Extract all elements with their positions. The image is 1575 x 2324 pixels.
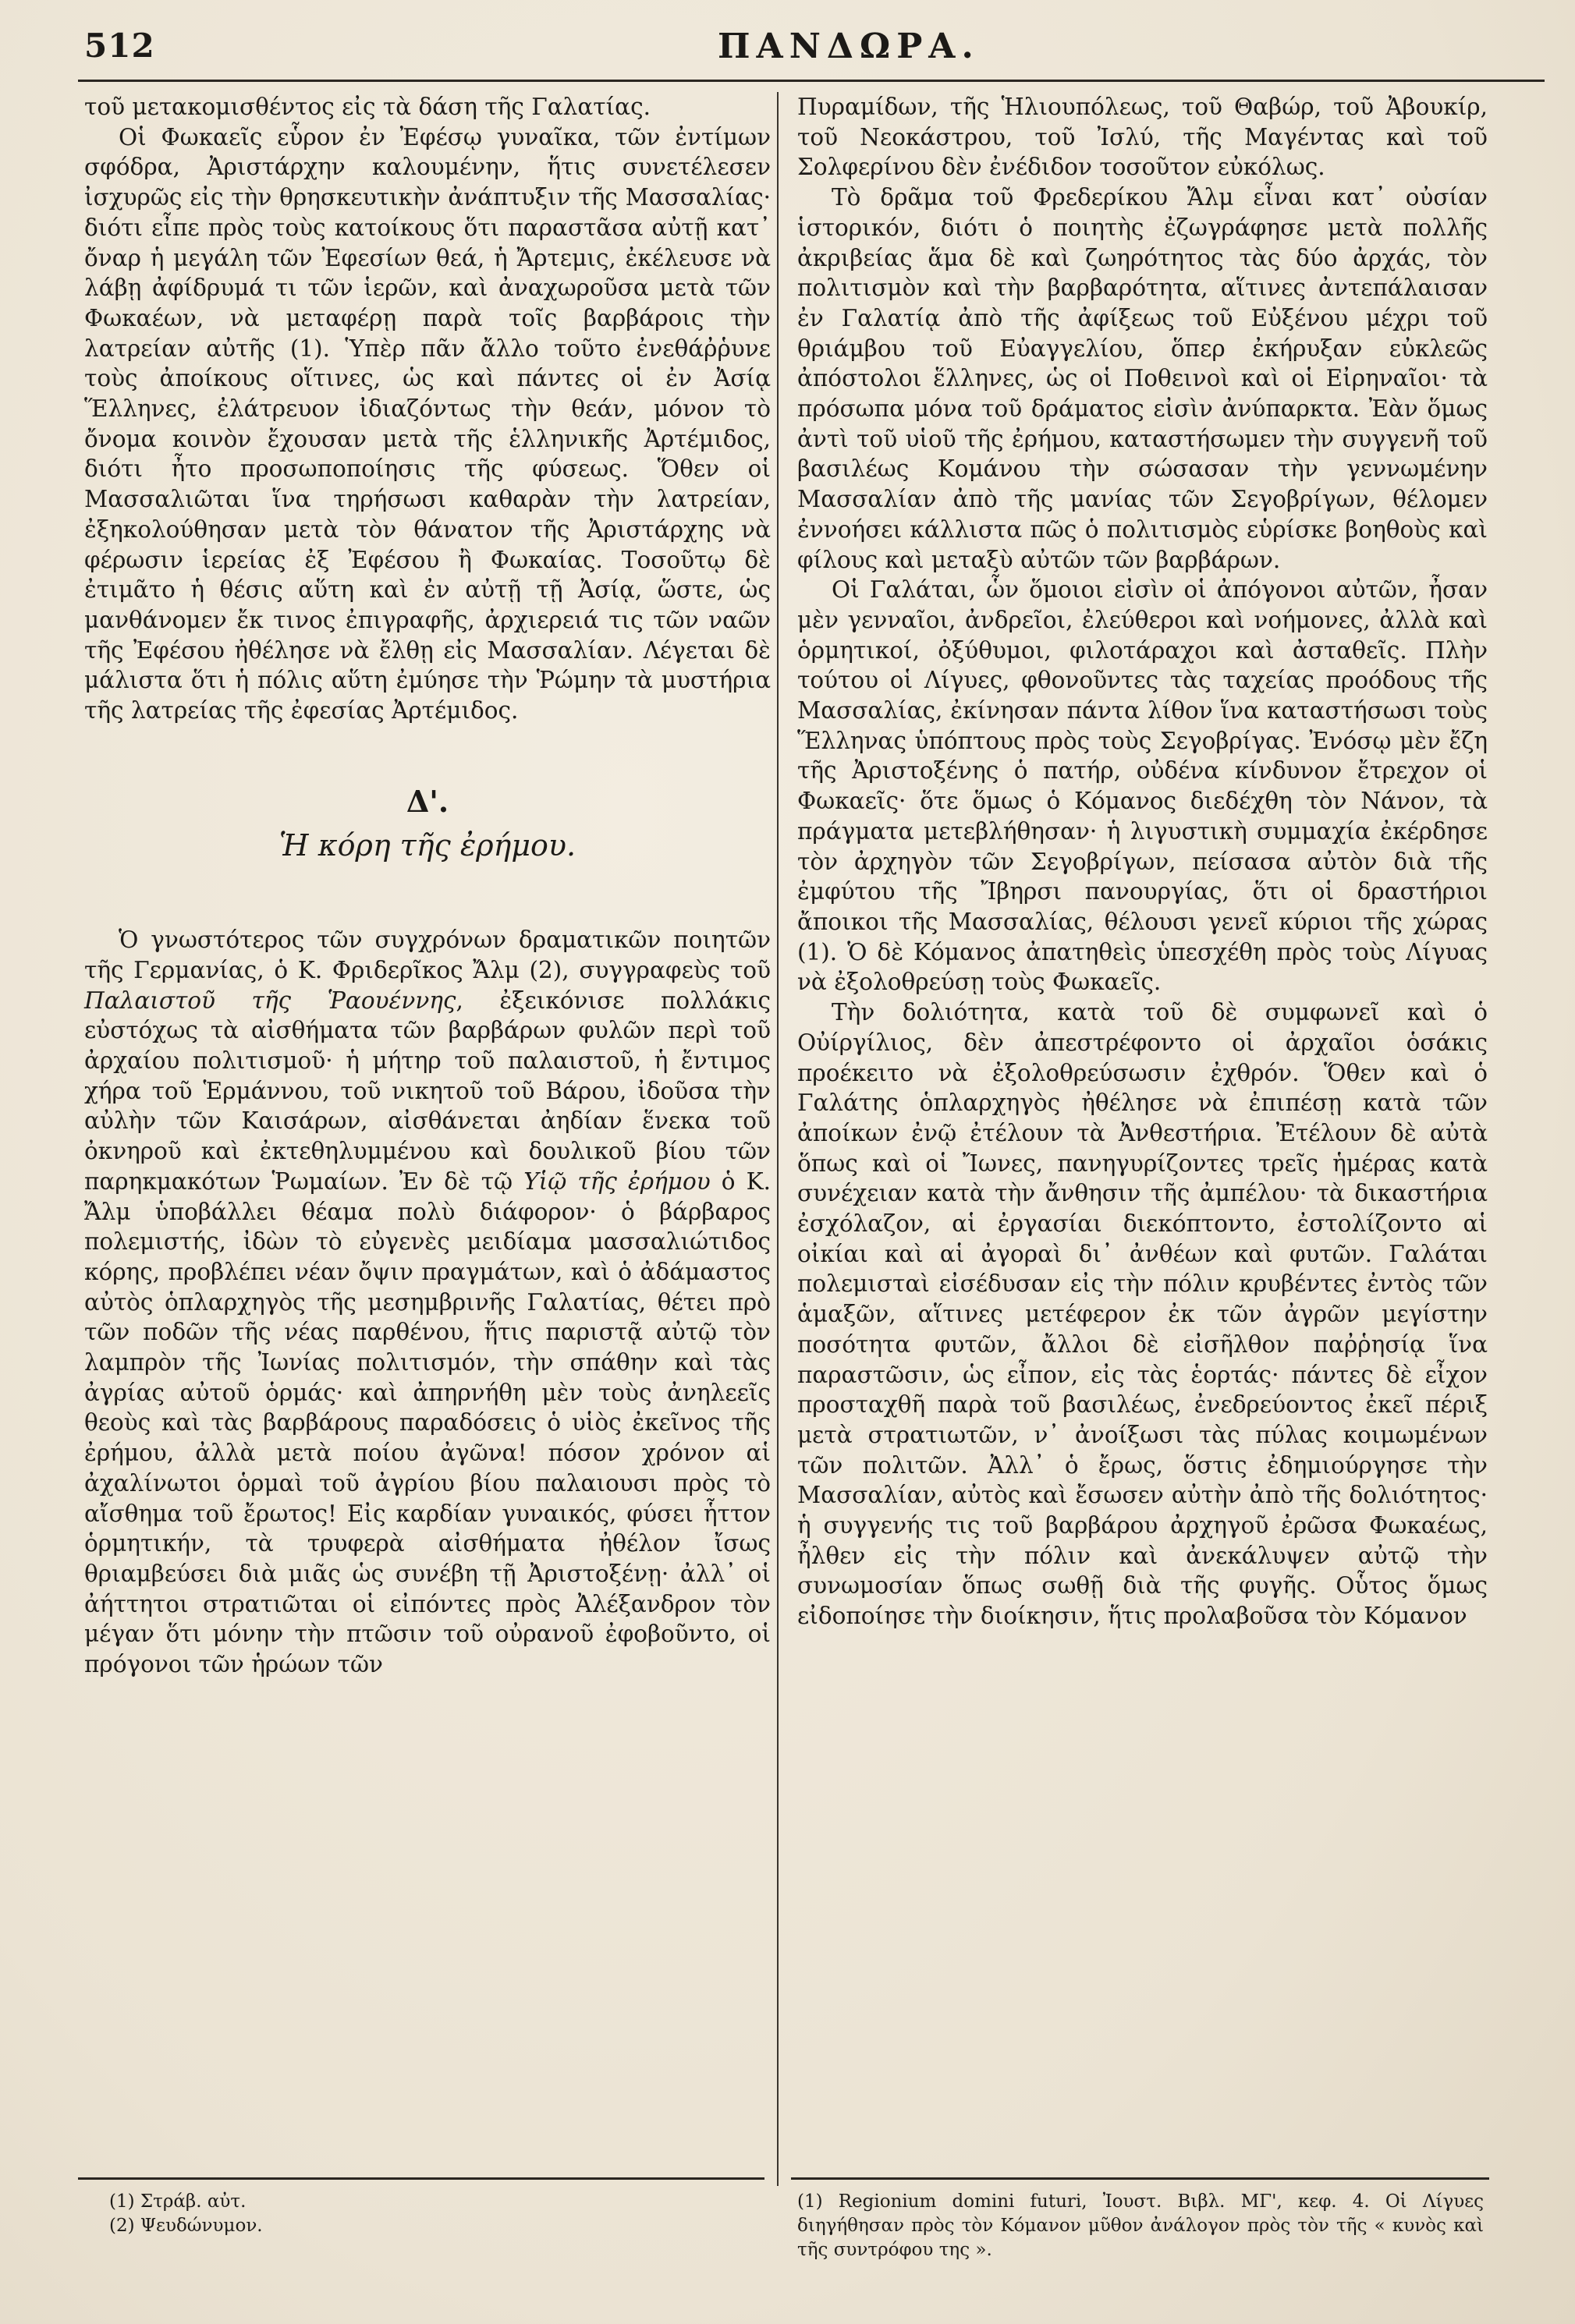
text-run: ὁ Κ. Ἄλμ ὑποβάλλει θέαμα πολὺ διάφορον· ὁ βάρβαρος πολεμιστής, ἰδὼν τὸ εὐγενὲς μειδίαμα μασσαλιώτιδος κόρης, προβλέπει νέαν ὄψιν πραγμάτων, καὶ ὁ ἀδάμαστος αὐτὸς ὁπλαρχηγὸς τῆς μεσημβρινῆς Γαλατίας, θέτει πρὸ τῶν ποδῶν τῆς νέας παρθένου, ἥτις παριστᾷ αὐτῷ τὸν λαμπρὸν τῆς Ἰωνίας πολιτισμόν, τὴν σπάθην καὶ τὰς ἀγρίας αὐτοῦ ὁρμάς· καὶ ἀπηρνήθη μὲν τοὺς ἀνηλεεῖς θεοὺς καὶ τὰς βαρβάρους παραδόσεις ὁ υἱὸς ἐκεῖνος τῆς ἐρήμου, ἀλλὰ μετὰ ποίου ἀγῶνα! πόσον χρόνον αἱ ἀχαλίνωτοι ὁρμαὶ τοῦ ἀγρίου βίου παλαιουσι πρὸς τὸ αἴσθημα τοῦ ἔρωτος! Εἰς καρδίαν γυναικός, φύσει ἧττον ὁρμητικήν, τὰ τρυφερὰ αἰσθήματα ἠθέλον ἴσως θριαμβεύσει διὰ μιᾶς ὡς συνέβη τῇ Ἀριστοξένῃ· ἀλλ᾽ οἱ ἀήττητοι στρατιῶται οἱ εἰπόντες πρὸς Ἀλέξανδρον τὸν μέγαν ὅτι μόνην τὴν πτῶσιν τοῦ οὐρανοῦ ἐφοβοῦντο, οἱ πρόγονοι τῶν ἡρώων τῶν [84, 1167, 771, 1678]
section-letter: Δ'. [406, 783, 449, 819]
left-column [84, 92, 771, 1680]
paragraph: Οἱ Φωκαεῖς εὗρον ἐν Ἐφέσῳ γυναῖκα, τῶν ἐντίμων σφόδρα, Ἀριστάρχην καλουμένην, ἥτις συνετέλεσεν ἰσχυρῶς εἰς τὴν θρησκευτικὴν ἀνάπτυξιν τῆς Μασσαλίας· διότι εἶπε πρὸς τοὺς κατοίκους ὅτι παραστᾶσα αὐτῇ κατ᾽ ὄναρ ἡ μεγάλη τῶν Ἐφεσίων θεά, ἡ Ἄρτεμις, ἐκέλευσε νὰ λάβῃ ἀφίδρυμά τι τῶν ἱερῶν, καὶ ἀναχωροῦσα μετὰ τῶν Φωκαέων, νὰ μεταφέρῃ παρὰ τοῖς βαρβάροις τὴν λατρείαν αὐτῆς (1). Ὑπὲρ πᾶν ἄλλο τοῦτο ἐνεθάῤῥυνε τοὺς ἀποίκους οἵτινες, ὡς καὶ πάντες οἱ ἐν Ἀσίᾳ Ἕλληνες, ἐλάτρευον ἰδιαζόντως τὴν θεάν, μόνον τὸ ὄνομα κοινὸν ἔχουσαν μετὰ τῆς ἑλληνικῆς Ἀρτέμιδος, διότι ἦτο προσωποποίησις τῆς φύσεως. Ὅθεν οἱ Μασσαλιῶται ἵνα τηρήσωσι καθαρὰν τὴν λατρείαν, ἐξηκολούθησαν μετὰ τὸν θάνατον τῆς Ἀριστάρχης νὰ φέρωσιν ἱερείας ἐξ Ἐφέσου ἢ Φωκαίας. Τοσοῦτῳ δὲ ἐτιμᾶτο ἡ θέσις αὕτη καὶ ἐν αὐτῇ τῇ Ἀσίᾳ, ὥστε, ὡς μανθάνομεν ἔκ τινος ἐπιγραφῆς, ἀρχιερειά τις τῶν ναῶν τῆς Ἐφέσου ἠθέλησε νὰ ἔλθῃ εἰς Μασσαλίαν. Λέγεται δὲ μάλιστα ὅτι ἡ πόλις αὕτη ἐμύησε τὴν Ῥώμην τὰ μυστήρια τῆς λατρείας τῆς ἐφεσίας Ἀρτέμιδος. [84, 123, 771, 724]
footnote-rule [78, 2177, 764, 2180]
footnotes-left [109, 2190, 749, 2238]
paragraph: Οἱ Γαλάται, ὧν ὅμοιοι εἰσὶν οἱ ἀπόγονοι αὐτῶν, ἦσαν μὲν γενναῖοι, ἀνδρεῖοι, ἐλεύθεροι καὶ νοήμονες, ἀλλὰ καὶ ὁρμητικοί, ὀξύθυμοι, φιλοτάραχοι καὶ ἀσταθεῖς. Πλὴν τούτου οἱ Λίγυες, φθονοῦντες τὰς ταχείας προόδους τῆς Μασσαλίας, ἐκίνησαν πάντα λίθον ἵνα καταστήσωσι τοὺς Ἕλληνας ὑπόπτους πρὸς τοὺς Σεγοβρίγας. Ἐνόσῳ μὲν ἔζη τῆς Ἀριστοξένης ὁ πατήρ, οὐδένα κίνδυνον ἔτρεχον οἱ Φωκαεῖς· ὅτε ὅμως ὁ Κόμανος διεδέχθη τὸν Νάνον, τὰ πράγματα μετεβλήθησαν· ἡ λιγυστικὴ συμμαχία ἐκέρδησε τὸν ἀρχηγὸν τῶν Σεγοβρίγων, πείσασα αὐτὸν διὰ τῆς ἐμφύτου τῆς Ἴβηρσι πανουργίας, ὅτι οἱ δραστήριοι ἄποικοι τῆς Μασσαλίας, θέλουσι γενεῖ κύριοι τῆς χώρας (1). Ὁ δὲ Κόμανος ἀπατηθεὶς ὑπεσχέθη πρὸς τοὺς Λίγυας νὰ ἐξολοθρεύσῃ τοὺς Φωκαεῖς. [797, 576, 1488, 996]
footnote: (1) Στράβ. αὐτ. [109, 2191, 247, 2212]
footnote-rule [791, 2177, 1489, 2180]
italic-title: Παλαιστοῦ τῆς Ῥαουέννης [84, 987, 456, 1014]
header-rule [78, 80, 1545, 82]
running-title: ΠΑΝΔΩΡΑ. [718, 27, 980, 66]
page-number: 512 [84, 27, 155, 65]
text-run: , ἐξεικόνισε πολλάκις εὐστόχως τὰ αἰσθήματα τῶν βαρβάρων φυλῶν περὶ τοῦ ἀρχαίου πολιτισμοῦ· ἡ μήτηρ τοῦ παλαιστοῦ, ἡ ἔντιμος χήρα τοῦ Ἑρμάννου, τοῦ νικητοῦ τοῦ Βάρου, ἰδοῦσα τὴν αὐλὴν τῶν Καισάρων, αἰσθάνεται ἀηδίαν ἕνεκα τοῦ ὀκνηροῦ καὶ ἐκτεθηλυμμένου καὶ δουλικοῦ βίου τῶν παρηκμακότων Ῥωμαίων. Ἐν δὲ τῷ [84, 987, 771, 1195]
footnote: (2) Ψευδώνυμον. [109, 2216, 263, 2236]
footnotes-right [797, 2190, 1484, 2262]
text-run: Ὁ γνωστότερος τῶν συγχρόνων δραματικῶν ποιητῶν τῆς Γερμανίας, ὁ Κ. Φριδερῖκος Ἄλμ (2), συγγραφεὺς τοῦ [84, 926, 771, 983]
footnote: (1) Regionium domini futuri, Ἰουστ. Βιβλ. ΜΓ', κεφ. 4. Οἱ Λίγυες διηγήθησαν πρὸς τὸν Κόμανον μῦθον ἀνάλογον πρὸς τὸν τῆς « κυνὸς καὶ τῆς συντρόφου της ». [797, 2191, 1484, 2260]
paragraph: Τὴν δολιότητα, κατὰ τοῦ δὲ συμφωνεῖ καὶ ὁ Οὐίργίλιος, δὲν ἀπεστρέφοντο οἱ ἀρχαῖοι ὁσάκις προέκειτο νὰ ἐξολοθρεύσωσιν ἐχθρόν. Ὅθεν καὶ ὁ Γαλάτης ὁπλαρχηγὸς ἠθέλησε νὰ ἐπιπέσῃ κατὰ τῶν ἀποίκων ἐνῷ ἐτέλουν τὰ Ἀνθεστήρια. Ἐτέλουν δὲ αὐτὰ ὅπως καὶ οἱ Ἴωνες, πανηγυρίζοντες τρεῖς ἡμέρας κατὰ συνέχειαν κατὰ τὴν ἄνθησιν τῆς ἀμπέλου· τὰ δικαστήρια ἐσχόλαζον, αἱ ἐργασίαι διεκόπτοντο, ἐστολίζοντο αἱ οἰκίαι καὶ αἱ ἀγοραὶ δι᾽ ἀνθέων καὶ φυτῶν. Γαλάται πολεμισταὶ εἰσέδυσαν εἰς τὴν πόλιν κρυβέντες ἐντὸς τῶν ἁμαξῶν, αἵτινες μετέφερον ἐκ τῶν ἀγρῶν μεγίστην ποσότητα φυτῶν, ἄλλοι δὲ εἰσῆλθον παῤῥησίᾳ ἵνα παραστῶσιν, ὡς εἶπον, εἰς τὰς ἑορτάς· πάντες δὲ εἶχον προσταχθῆ παρὰ τοῦ βασιλέως, ἐνεδρεύοντος ἐκεῖ πέριξ μετὰ στρατιωτῶν, ν᾽ ἀνοίξωσι τὰς πύλας κοιμωμένων τῶν πολιτῶν. Ἀλλ᾽ ὁ ἔρως, ὅστις ἐδημιούργησε τὴν Μασσαλίαν, αὐτὸς καὶ ἔσωσεν αὐτὴν ἀπὸ τῆς δολιότητος· ἡ συγγενής τις τοῦ βαρβάρου ἀρχηγοῦ ἐρῶσα Φωκαέως, ἦλθεν εἰς τὴν πόλιν καὶ ἀνεκάλυψεν αὐτῷ τὴν συνωμοσίαν ὅπως σωθῇ διὰ τῆς φυγῆς. Οὗτος ὅμως εἰδοποίησε τὴν διοίκησιν, ἥτις προλαβοῦσα τὸν Κόμανον [797, 999, 1488, 1630]
paragraph: τοῦ μετακομισθέντος εἰς τὰ δάση τῆς Γαλατίας. [84, 94, 651, 120]
paragraph [84, 925, 771, 1680]
page-header [78, 27, 1545, 73]
italic-title: Υἱῷ τῆς ἐρήμου [523, 1167, 711, 1195]
right-column [797, 92, 1488, 1631]
paragraph: Τὸ δρᾶμα τοῦ Φρεδερίκου Ἄλμ εἶναι κατ᾽ οὐσίαν ἱστορικόν, διότι ὁ ποιητὴς ἐζωγράφησε μετὰ πολλῆς ἀκριβείας ἅμα δὲ καὶ ζωηρότητος τὰς δύο ἀρχάς, τὸν πολιτισμὸν καὶ τὴν βαρβαρότητα, αἵτινες ἀντεπάλαισαν ἐν Γαλατίᾳ ἀπὸ τῆς ἀφίξεως τοῦ Εὐξένου μέχρι τοῦ θριάμβου τοῦ Εὐαγγελίου, ὅπερ ἐκήρυξαν εὐκλεῶς ἀπόστολοι ἕλληνες, ὡς οἱ Ποθεινοὶ καὶ οἱ Εἰρηναῖοι· τὰ πρόσωπα μόνα τοῦ δράματος εἰσὶν ἀνύπαρκτα. Ἐὰν ὅμως ἀντὶ τοῦ υἱοῦ τῆς ἐρήμου, καταστήσωμεν τὴν συγγενῆ τοῦ βασιλέως Κομάνου τὴν σώσασαν τὴν γεννωμένην Μασσαλίαν ἀπὸ τῆς μανίας τῶν Σεγοβρίγων, θέλομεν ἐννοήσει κάλλιστα πῶς ὁ πολιτισμὸς εὑρίσκε βοηθοὺς καὶ φίλους καὶ μεταξὺ αὐτῶν τῶν βαρβάρων. [797, 184, 1488, 573]
paragraph: Πυραμίδων, τῆς Ἡλιουπόλεως, τοῦ Θαβώρ, τοῦ Ἀβουκίρ, τοῦ Νεοκάστρου, τοῦ Ἰσλύ, τῆς Μαγέντας καὶ τοῦ Σολφερίνου δὲν ἐνέδιδον τοσοῦτον εὐκόλως. [797, 94, 1488, 181]
column-divider [777, 92, 779, 2186]
section-title: Ἡ κόρη τῆς ἐρήμου. [278, 828, 576, 863]
